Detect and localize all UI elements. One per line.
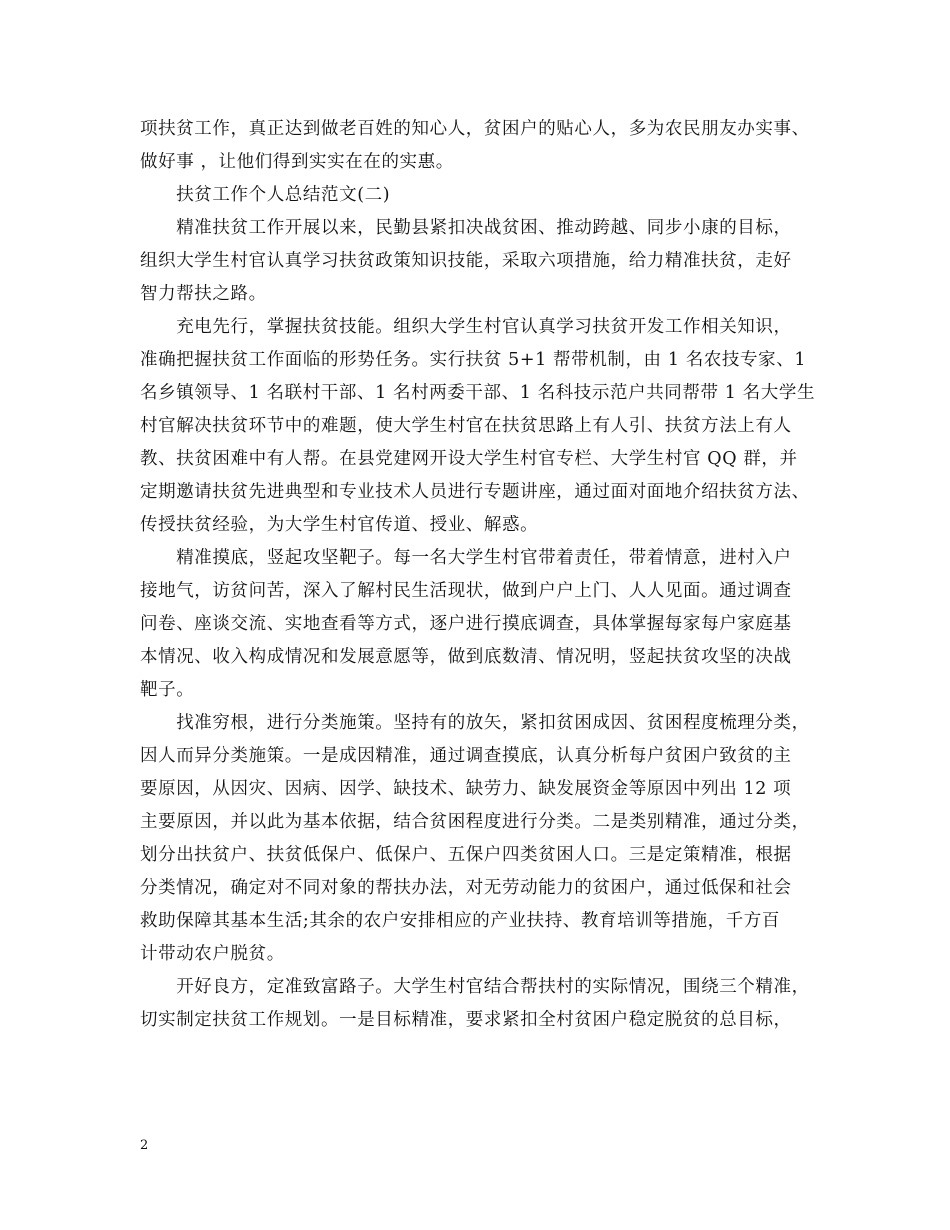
text-line: 传授扶贫经验，为大学生村官传道、授业、解惑。 [140,515,539,535]
text-line: 问卷、座谈交流、实地查看等方式，逐户进行摸底调查，具体掌握每家每户家庭基 [140,614,792,634]
text-line: 靶子。 [140,680,195,700]
document-body [140,113,830,1037]
text-line: 救助保障其基本生活;其余的农户安排相应的产业扶持、教育培训等措施，千方百 [140,911,780,931]
text-line: 要原因，从因灾、因病、因学、缺技术、缺劳力、缺发展资金等原因中列出 12 项 [140,779,792,799]
text-line: 切实制定扶贫工作规划。一是目标精准，要求紧扣全村贫困户稳定脱贫的总目标， [140,1010,792,1030]
text-line: 智力帮扶之路。 [140,284,267,304]
text-line: 精准摸底，竖起攻坚靶子。每一名大学生村官带着责任，带着情意，进村入户 [140,548,792,568]
paragraph-3 [140,212,830,311]
text-line: 定期邀请扶贫先进典型和专业技术人员进行专题讲座，通过面对面地介绍扶贫方法、 [140,482,810,502]
text-line: 做好事 ，让他们得到实实在在的实惠。 [140,152,454,172]
text-line: 计带动农户脱贫。 [140,944,285,964]
text-line: 找准穷根，进行分类施策。坚持有的放矢，紧扣贫困成因、贫困程度梳理分类， [140,713,810,733]
text-line: 分类情况，确定对不同对象的帮扶办法，对无劳动能力的贫困户，通过低保和社会 [140,878,792,898]
text-line: 接地气，访贫问苦，深入了解村民生活现状，做到户户上门、人人见面。通过调查 [140,581,792,601]
text-line: 开好良方，定准致富路子。大学生村官结合帮扶村的实际情况，围绕三个精准， [140,977,810,997]
text-line: 组织大学生村官认真学习扶贫政策知识技能，采取六项措施，给力精准扶贫，走好 [140,251,792,271]
text-line: 名乡镇领导、1 名联村干部、1 名村两委干部、1 名科技示范户共同帮带 1 名大学生 [140,383,816,403]
text-line: 教、扶贫困难中有人帮。在县党建网开设大学生村官专栏、大学生村官 QQ 群，并 [140,449,798,469]
text-line: 项扶贫工作，真正达到做老百姓的知心人，贫困户的贴心人，多为农民朋友办实事、 [140,119,810,139]
text-line: 精准扶贫工作开展以来，民勤县紧扣决战贫困、推动跨越、同步小康的目标， [140,218,792,238]
text-line: 准确把握扶贫工作面临的形势任务。实行扶贫 5+1 帮带机制，由 1 名农技专家、1 [140,350,807,370]
section-heading [140,179,830,212]
paragraph-6 [140,707,830,971]
text-line: 本情况、收入构成情况和发展意愿等，做到底数清、情况明，竖起扶贫攻坚的决战 [140,647,792,667]
text-line: 扶贫工作个人总结范文(二) [140,185,391,205]
text-line: 划分出扶贫户、扶贫低保户、低保户、五保户四类贫困人口。三是定策精准，根据 [140,845,792,865]
paragraph-1 [140,113,830,179]
text-line: 主要原因，并以此为基本依据，结合贫困程度进行分类。二是类别精准，通过分类， [140,812,810,832]
paragraph-4 [140,311,830,542]
page-number: 2 [140,1138,149,1153]
text-line: 因人而异分类施策。一是成因精准，通过调查摸底，认真分析每户贫困户致贫的主 [140,746,792,766]
text-line: 充电先行，掌握扶贫技能。组织大学生村官认真学习扶贫开发工作相关知识， [140,317,792,337]
paragraph-5 [140,542,830,707]
paragraph-7 [140,971,830,1037]
text-line: 村官解决扶贫环节中的难题，使大学生村官在扶贫思路上有人引、扶贫方法上有人 [140,416,792,436]
